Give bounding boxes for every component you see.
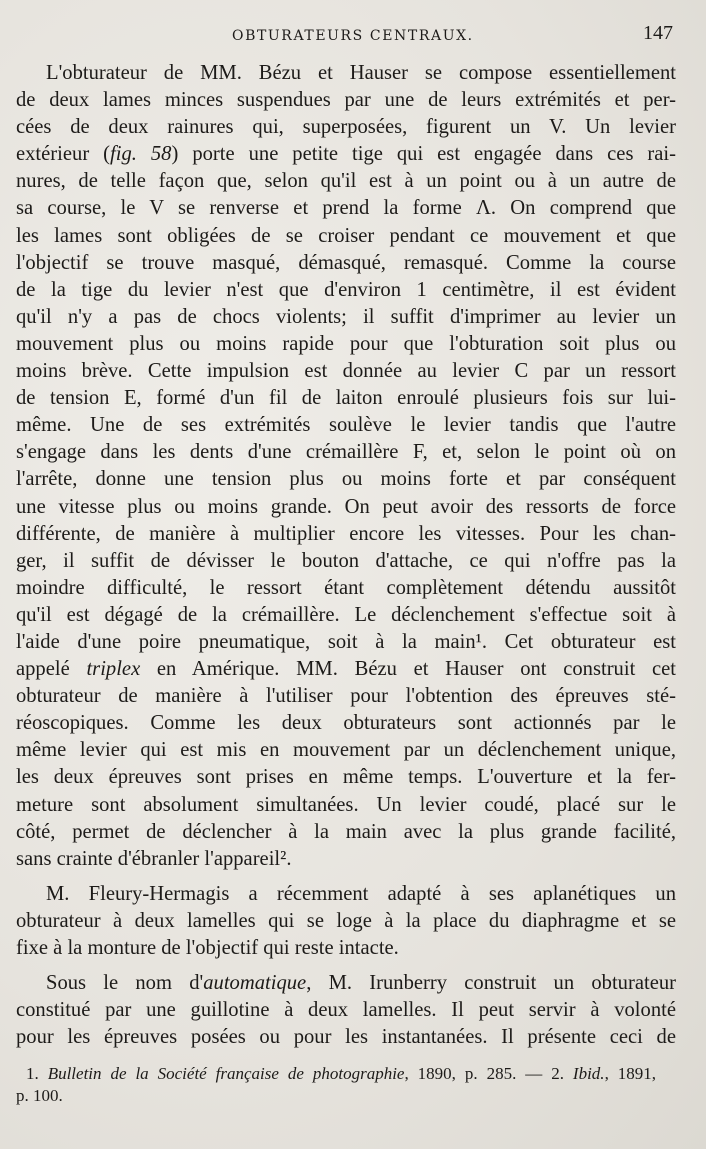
text-line: moindre difficulté, le ressort étant complètement détendu aussitôt bbox=[16, 576, 676, 599]
paragraph-3 bbox=[16, 970, 676, 1051]
text-line: de deux lames minces suspendues par une de leurs extrémités et per- bbox=[16, 89, 676, 112]
footnote-source: Bulletin de la Société française de photographie bbox=[47, 1064, 405, 1083]
italic-term: automatique bbox=[203, 972, 307, 995]
footnote-number: 1. bbox=[26, 1064, 48, 1083]
text-line: fixe à la monture de l'objectif qui reste intacte. bbox=[16, 937, 399, 959]
footnotes bbox=[16, 1063, 656, 1107]
body-text bbox=[16, 60, 676, 1051]
text-line: nures, de telle façon que, selon qu'il est à un point ou à un autre de bbox=[16, 170, 676, 193]
text-line: de la tige du levier n'est que d'environ 1 centimètre, il est évident bbox=[16, 278, 676, 301]
text-line: différente, de manière à multiplier encore les vitesses. Pour les chan- bbox=[16, 522, 676, 545]
text-run: , M. Irunberry construit un obturateur bbox=[306, 972, 676, 995]
text-line: sans crainte d'ébranler l'appareil². bbox=[16, 847, 292, 870]
text-run: extérieur ( bbox=[16, 143, 111, 166]
text-line: même. Une de ses extrémités soulève le levier tandis que l'autre bbox=[16, 414, 676, 437]
text-line: l'aide d'une poire pneumatique, soit à la main¹. Cet obturateur est bbox=[16, 630, 676, 653]
text-line: cées de deux rainures qui, superposées, figurent un V. Un levier bbox=[16, 116, 676, 139]
paragraph-1 bbox=[16, 60, 676, 873]
text-line bbox=[16, 970, 676, 997]
text-line: réoscopiques. Comme les deux obturateurs sont actionnés par le bbox=[16, 712, 676, 735]
footnote-line: p. 100. bbox=[16, 1086, 63, 1105]
footnote-ibid: Ibid. bbox=[572, 1064, 605, 1083]
text-line: moins brève. Cette impulsion est donnée au levier C par un ressort bbox=[16, 360, 676, 383]
text-run: ) porte une petite tige qui est engagée dans ces rai- bbox=[171, 143, 677, 166]
text-line: obturateur de manière à l'utiliser pour l'obtention des épreuves sté- bbox=[16, 685, 676, 708]
text-line: s'engage dans les dents d'une crémaillère F, et, selon le point où on bbox=[16, 441, 676, 464]
text-line: ger, il suffit de dévisser le bouton d'attache, ce qui n'offre pas la bbox=[16, 549, 676, 572]
text-run: , 1891, bbox=[604, 1064, 657, 1083]
text-line: constitué par une guillotine à deux lamelles. Il peut servir à volonté bbox=[16, 999, 676, 1022]
text-line: meture sont absolument simultanées. Un levier coudé, placé sur le bbox=[16, 793, 676, 816]
text-line: mouvement plus ou moins rapide pour que l'obturation soit plus ou bbox=[16, 332, 676, 355]
text-run: , 1890, p. 285. — 2. bbox=[404, 1064, 573, 1083]
text-line: qu'il est dégagé de la crémaillère. Le déclenchement s'effectue soit à bbox=[16, 603, 676, 626]
text-line: les lames sont obligées de se croiser pendant ce mouvement et que bbox=[16, 224, 676, 247]
text-run: en Amérique. MM. Bézu et Hauser ont construit cet bbox=[140, 658, 676, 681]
text-line: les deux épreuves sont prises en même temps. L'ouverture et la fer- bbox=[16, 766, 676, 789]
text-line: l'objectif se trouve masqué, démasqué, remasqué. Comme la course bbox=[16, 251, 676, 274]
text-line: pour les épreuves posées ou pour les instantanées. Il présente ceci de bbox=[16, 1026, 676, 1049]
paragraph-2 bbox=[16, 881, 676, 962]
text-run: appelé bbox=[16, 658, 87, 681]
figure-reference: fig. 58 bbox=[110, 143, 172, 166]
text-line: qu'il n'y a pas de chocs violents; il suffit d'imprimer au levier un bbox=[16, 305, 676, 328]
text-line: de tension E, formé d'un fil de laiton enroulé plusieurs fois sur lui- bbox=[16, 387, 676, 410]
text-line: M. Fleury-Hermagis a récemment adapté à ses aplanétiques un bbox=[46, 882, 676, 905]
text-line: sa course, le V se renverse et prend la forme Λ. On comprend que bbox=[16, 197, 676, 220]
page-header bbox=[0, 22, 706, 52]
footnote-line bbox=[16, 1063, 656, 1085]
text-line: l'arrête, donne une tension plus ou moins forte et par conséquent bbox=[16, 468, 676, 491]
italic-term: triplex bbox=[86, 658, 141, 681]
text-line: même levier qui est mis en mouvement par un déclenchement unique, bbox=[16, 739, 676, 762]
text-line: une vitesse plus ou moins grande. On peut avoir des ressorts de force bbox=[16, 495, 676, 518]
text-line: L'obturateur de MM. Bézu et Hauser se compose essentiellement bbox=[46, 62, 676, 84]
text-line bbox=[16, 141, 676, 168]
text-run: Sous le nom d' bbox=[46, 972, 204, 995]
running-head: OBTURATEURS CENTRAUX. bbox=[232, 28, 474, 44]
page-number: 147 bbox=[643, 22, 673, 44]
text-line bbox=[16, 656, 676, 683]
text-line: côté, permet de déclencher à la main avec la plus grande facilité, bbox=[16, 820, 676, 843]
text-line: obturateur à deux lamelles qui se loge à la place du diaphragme et se bbox=[16, 909, 676, 932]
